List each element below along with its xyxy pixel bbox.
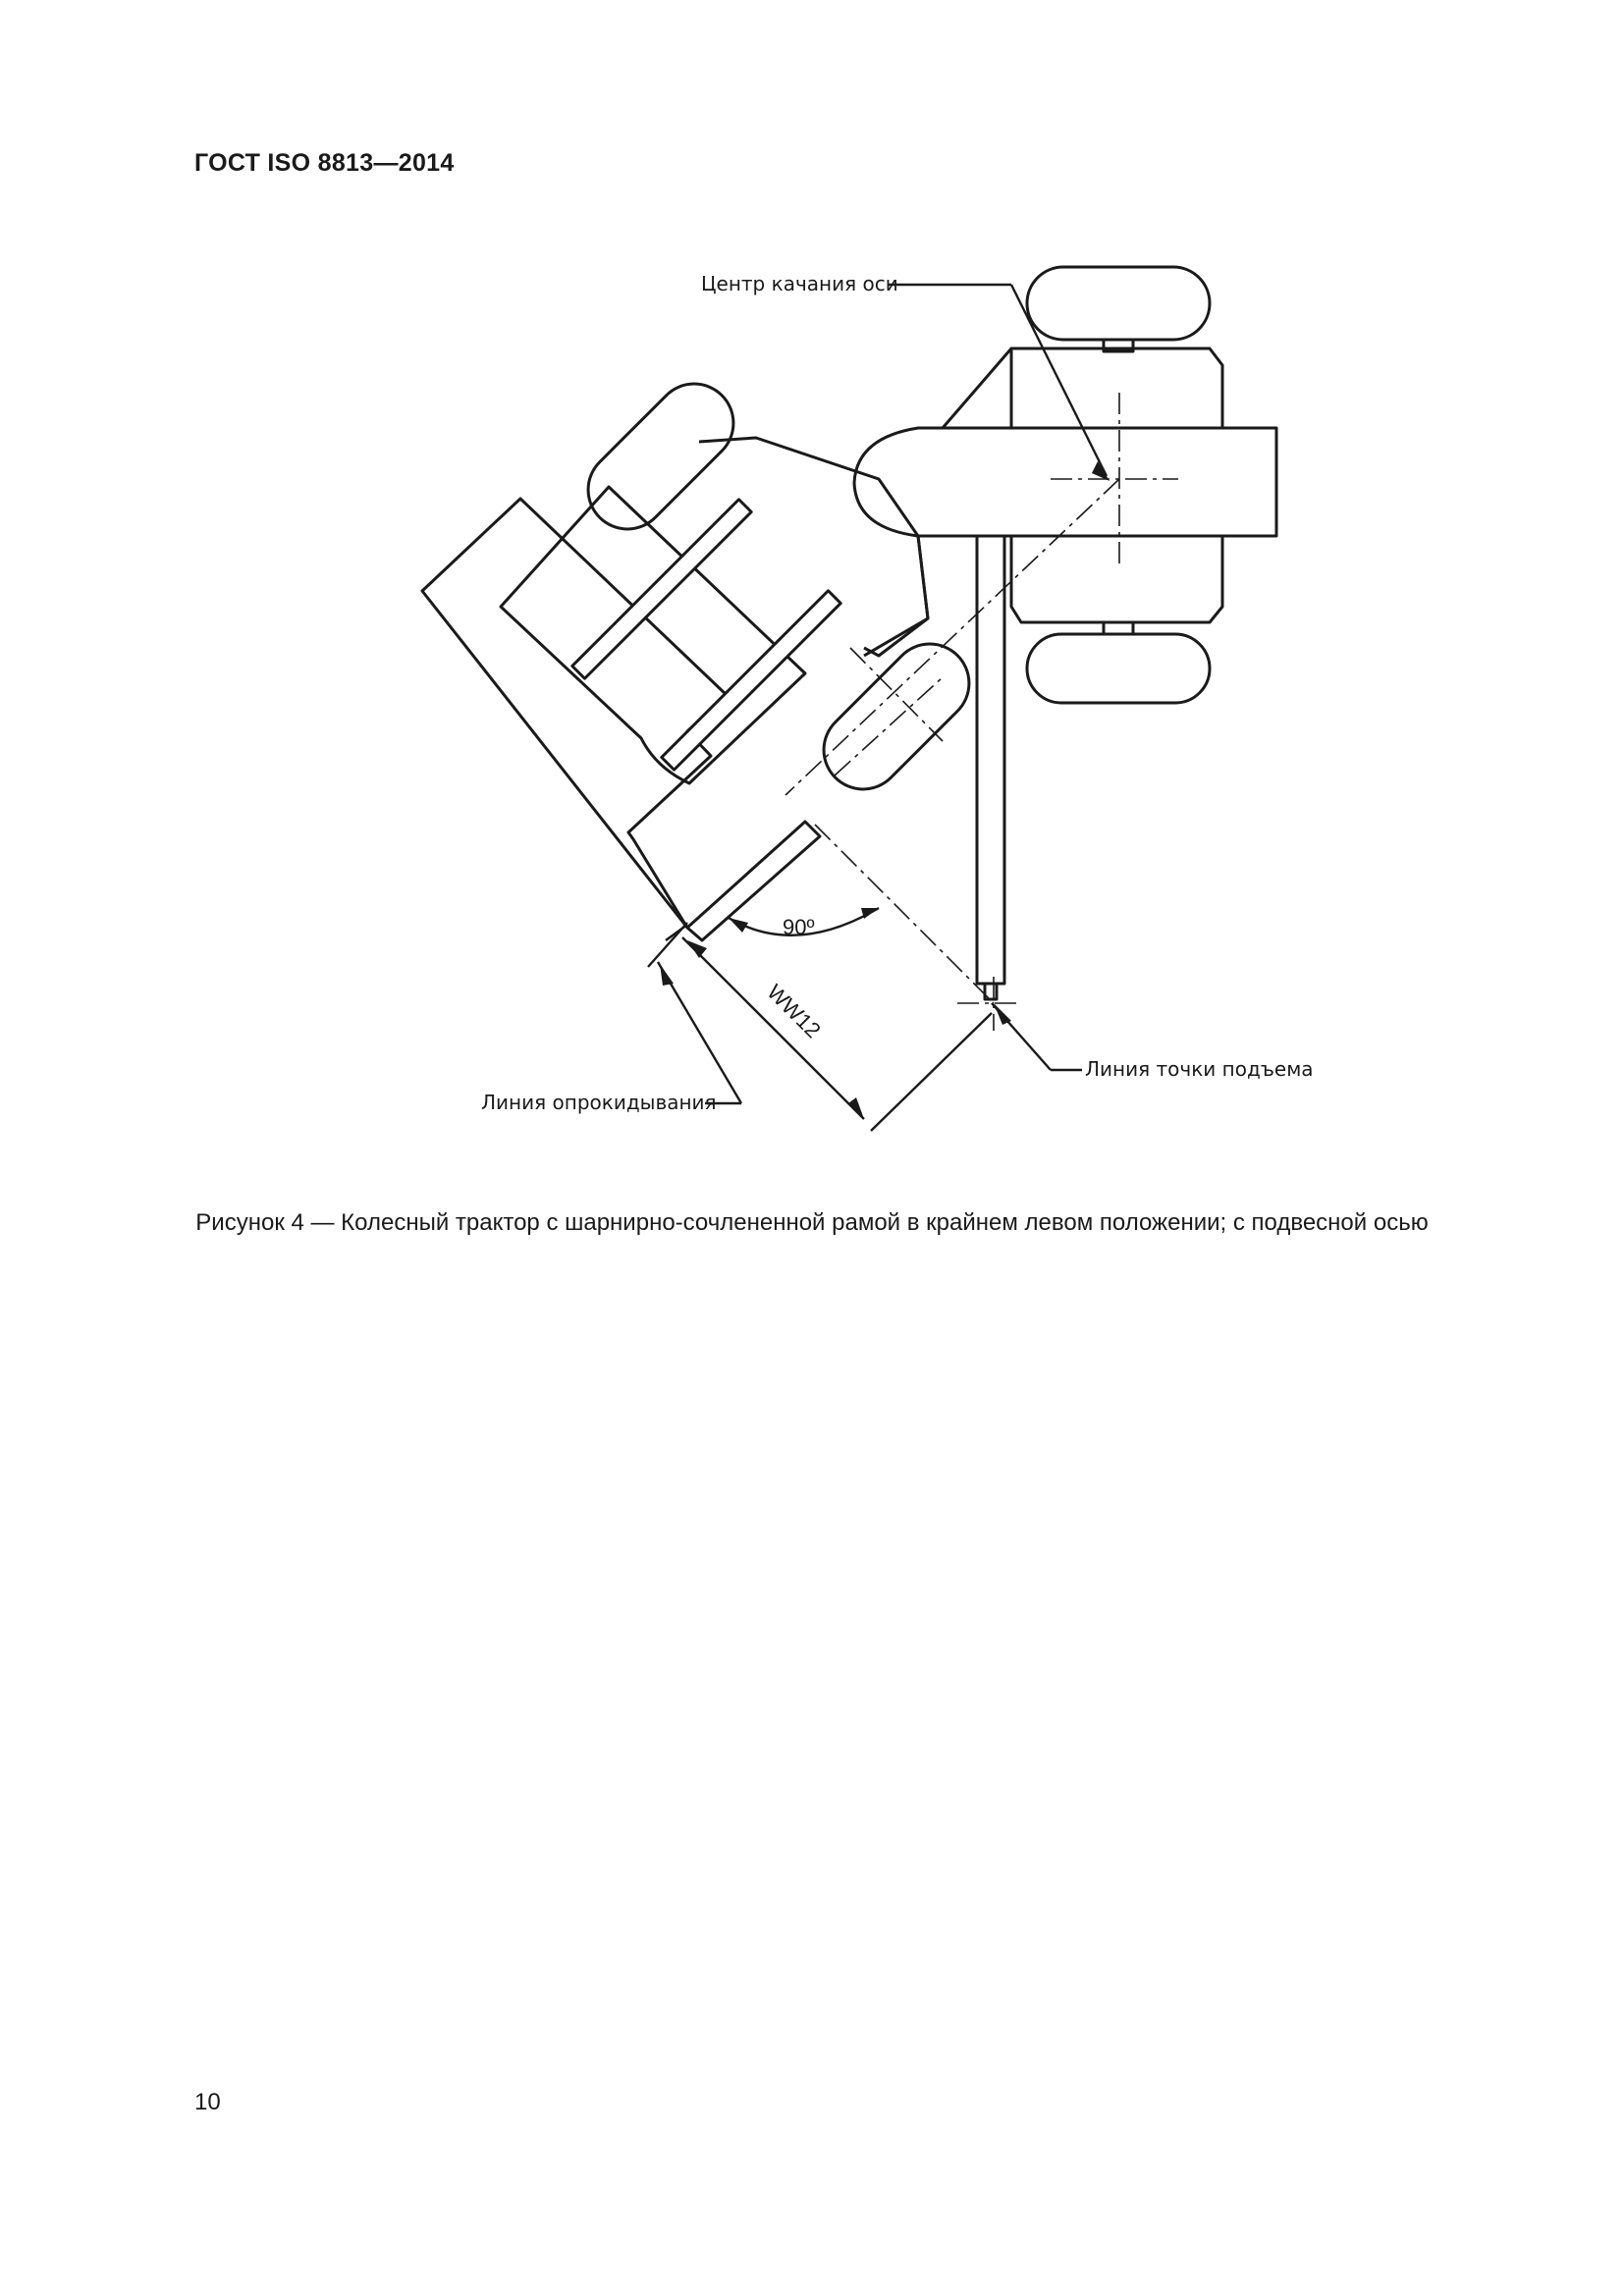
lift-point-diagonal <box>815 825 994 1003</box>
document-header: ГОСТ ISO 8813—2014 <box>194 149 455 177</box>
tipping-line-label: Линия опрокидывания <box>481 1091 717 1114</box>
ww12-ext-right <box>871 1013 992 1131</box>
rear-frame-link <box>943 348 1011 428</box>
arrowheads <box>660 461 1110 1119</box>
angle-arrowhead-right <box>861 908 879 919</box>
front-frame-link <box>864 536 928 656</box>
front-wheel-centre-b <box>835 677 943 775</box>
flange-lower <box>662 591 840 770</box>
ww12-arrowhead-upper <box>687 940 707 958</box>
lift-point-label: Линия точки подъема <box>1085 1057 1314 1081</box>
rear-bottom-wheel <box>1027 634 1210 703</box>
rear-bottom-wheel-hub <box>1104 622 1133 634</box>
ww12-arrowhead-lower <box>848 1097 864 1119</box>
rear-section <box>854 267 1276 999</box>
rear-top-wheel <box>1027 267 1210 340</box>
rear-axle-beam <box>854 428 1276 536</box>
page-number: 10 <box>194 2089 221 2115</box>
tipping-arrowhead <box>660 964 674 986</box>
ww12-label: WW12 <box>762 979 826 1043</box>
angle-label: 90º <box>783 915 815 939</box>
lift-arrowhead <box>994 1003 1011 1025</box>
front-wheel-lower <box>807 627 985 805</box>
engine-block <box>501 487 805 783</box>
figure-caption: Рисунок 4 — Колесный трактор с шарнирно-сочлененной рамой в крайнем левом положении; с подвесной осью <box>195 1209 1429 1236</box>
flange-upper <box>572 500 751 678</box>
angle-arrowhead-left <box>729 918 748 933</box>
axle-pivot-label: Центр качания оси <box>701 272 898 295</box>
lift-arm <box>977 536 1004 984</box>
